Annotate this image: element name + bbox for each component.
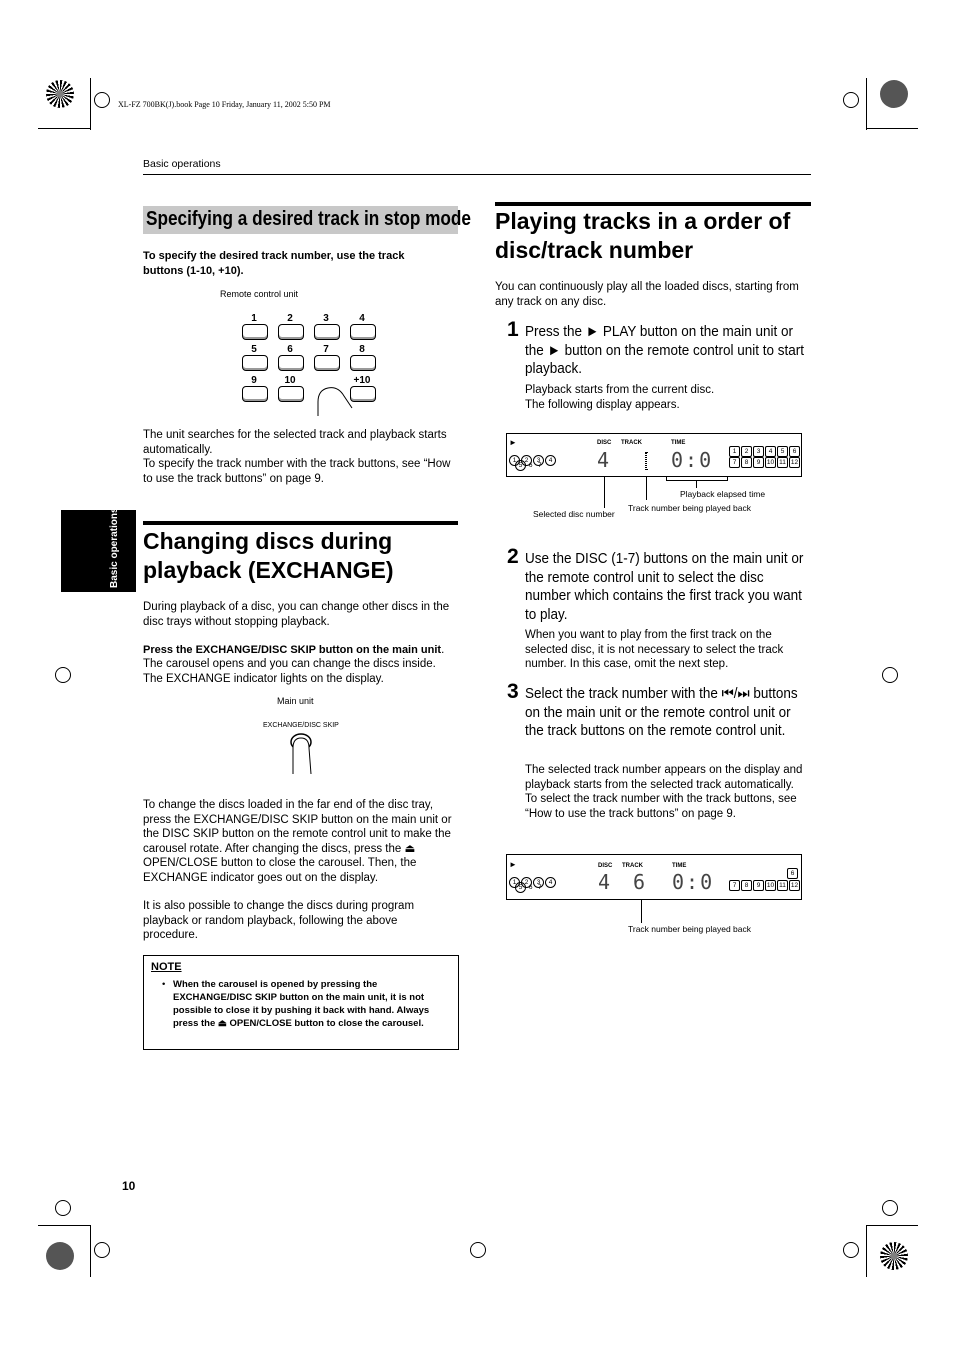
running-header: Basic operations bbox=[143, 158, 221, 170]
time-digits: 0:0 bbox=[671, 448, 714, 472]
right-heading-line2: disc/track number bbox=[495, 237, 694, 263]
label-track: TRACK bbox=[622, 863, 643, 869]
track-indicator: 1 bbox=[729, 446, 740, 457]
track-button-10 bbox=[278, 386, 304, 402]
label-track: TRACK bbox=[621, 440, 642, 446]
crosshair-target bbox=[55, 667, 71, 683]
track-indicator: 3 bbox=[753, 446, 764, 457]
button-label: 6 bbox=[287, 344, 293, 355]
page-number: 10 bbox=[122, 1179, 136, 1193]
lcd-display-2 bbox=[506, 854, 802, 900]
disc-indicator: 5 bbox=[515, 882, 526, 893]
crop-mark bbox=[38, 1225, 90, 1226]
track-button-1 bbox=[242, 324, 268, 340]
track-button-3 bbox=[314, 324, 340, 340]
track-indicator: 7 bbox=[729, 880, 740, 891]
button-label: 10 bbox=[284, 375, 296, 386]
label-time: TIME bbox=[671, 440, 686, 446]
exchange-button-figure bbox=[286, 730, 316, 776]
disc-indicator: 3 bbox=[533, 877, 544, 888]
section1-para1: The unit searches for the selected track and playback starts automatically. bbox=[143, 429, 447, 456]
track-digit: 6 bbox=[633, 870, 646, 894]
right-heading-rule bbox=[495, 202, 811, 206]
track-buttons-figure bbox=[236, 312, 386, 417]
time-digits: 0:0 bbox=[672, 870, 715, 894]
button-label: 2 bbox=[287, 313, 293, 324]
play-indicator: ► bbox=[509, 438, 517, 447]
disc-indicator: 1 bbox=[509, 455, 520, 466]
right-heading-line1: Playing tracks in a order of bbox=[495, 208, 791, 234]
instruction-bold: Press the EXCHANGE/DISC SKIP button on the main unit bbox=[143, 644, 442, 656]
callout-line bbox=[641, 899, 642, 923]
button-label: 4 bbox=[359, 313, 365, 324]
track-indicator: 12 bbox=[790, 882, 799, 889]
crop-mark bbox=[90, 1225, 91, 1277]
disc-indicator: 2 bbox=[521, 455, 532, 466]
crosshair-target bbox=[882, 1200, 898, 1216]
button-label: 1 bbox=[251, 313, 257, 324]
finger-icon bbox=[314, 382, 354, 418]
callout-track-played: Track number being played back bbox=[628, 503, 752, 513]
crop-mark bbox=[866, 128, 918, 129]
track-indicator: 7 bbox=[729, 457, 740, 468]
disc-indicator: 4 bbox=[545, 455, 556, 466]
disc-indicators-row2 bbox=[515, 460, 541, 471]
callout-bracket bbox=[666, 476, 728, 481]
step3-text: Select the track number with the ⏮/⏭ buttons on the main unit or the remote control unit or the track buttons on the remote control unit. bbox=[525, 685, 798, 740]
section-heading-text: Specifying a desired track in stop mode bbox=[146, 208, 471, 230]
track-indicators-bottom bbox=[729, 874, 801, 892]
registration-mark bbox=[46, 1242, 74, 1270]
section2-para3: It is also possible to change the discs during program playback or random playback, following the above procedure. bbox=[143, 900, 415, 942]
disc-indicator: 4 bbox=[545, 877, 556, 888]
track-indicator: 10 bbox=[766, 459, 775, 466]
track-button-2 bbox=[278, 324, 304, 340]
section2-heading bbox=[143, 527, 394, 585]
step1-text: Press the ► PLAY button on the main unit or the ► button on the remote control unit to start playback. bbox=[525, 323, 805, 378]
track-indicator: 8 bbox=[741, 457, 752, 468]
button-label: 9 bbox=[251, 375, 257, 386]
button-label: +10 bbox=[353, 375, 371, 386]
crop-mark bbox=[866, 1225, 867, 1277]
track-indicator: 11 bbox=[777, 880, 788, 891]
track-indicator: 8 bbox=[741, 880, 752, 891]
exchange-button-label: EXCHANGE/DISC SKIP bbox=[263, 722, 339, 729]
crosshair-target bbox=[843, 1242, 859, 1258]
disc-indicator: 5 bbox=[515, 460, 526, 471]
crosshair-target bbox=[94, 92, 110, 108]
note-text: When the carousel is opened by pressing the EXCHANGE/DISC SKIP button on the main unit, it is not possible to close it by pushing it back with hand. Always press the ⏏ OPEN/CLOSE button to close the carousel. bbox=[173, 979, 430, 1029]
registration-mark bbox=[46, 80, 74, 108]
track-button-9 bbox=[242, 386, 268, 402]
label-time: TIME bbox=[672, 863, 687, 869]
crop-mark bbox=[90, 78, 91, 130]
callout-elapsed: Playback elapsed time bbox=[680, 489, 766, 499]
section2-rule bbox=[143, 521, 458, 525]
track-indicator: 12 bbox=[790, 459, 799, 466]
crop-mark bbox=[866, 1225, 918, 1226]
disc-indicator: 2 bbox=[521, 877, 532, 888]
instruction-period: . bbox=[441, 644, 445, 656]
remote-figure-label: Remote control unit bbox=[220, 289, 299, 299]
track-indicator: 2 bbox=[741, 446, 752, 457]
play-indicator: ► bbox=[509, 860, 517, 869]
track-indicator: 9 bbox=[753, 880, 764, 891]
label-disc: DISC bbox=[598, 863, 613, 869]
disc-numbers: 6 7 bbox=[528, 462, 542, 469]
track-indicator: 6 bbox=[787, 868, 798, 879]
section1-para2: To specify the track number with the track buttons, see “How to use the track buttons” on page 9. bbox=[143, 458, 451, 485]
lcd-display-1 bbox=[506, 433, 802, 477]
disc-digit: 4 bbox=[598, 870, 611, 894]
section2-instruction-rest: The carousel opens and you can change the discs inside. The EXCHANGE indicator lights on the display. bbox=[143, 658, 436, 685]
callout-line bbox=[604, 476, 605, 508]
step-number: 2 bbox=[507, 545, 519, 568]
step-number: 1 bbox=[507, 318, 519, 341]
track-button-7 bbox=[314, 355, 340, 371]
step2-detail: When you want to play from the first track on the selected disc, it is not necessary to select the track number. In this case, omit the next step. bbox=[525, 629, 784, 671]
track-indicator: 10 bbox=[766, 882, 775, 889]
crop-mark bbox=[866, 78, 867, 130]
button-label: 8 bbox=[359, 344, 365, 355]
callout-track-played-2: Track number being played back bbox=[628, 924, 752, 934]
track-indicator: 11 bbox=[777, 457, 788, 468]
section-heading-stop-mode bbox=[143, 206, 471, 234]
disc-digit: 4 bbox=[597, 448, 610, 472]
note-box bbox=[143, 955, 459, 1050]
crosshair-target bbox=[843, 92, 859, 108]
step2-text: Use the DISC (1-7) buttons on the main unit or the remote control unit to select the disc number which contains the first track you want to play. bbox=[525, 550, 804, 623]
side-tab-label: Basic operations bbox=[109, 507, 120, 588]
crosshair-target bbox=[882, 667, 898, 683]
step3-detail: The selected track number appears on the display and playback starts from the selected track automatically. To select the track number with the track buttons, see “How to use the track buttons” on page 9. bbox=[525, 764, 803, 820]
main-unit-label: Main unit bbox=[277, 696, 314, 706]
track-indicator: 4 bbox=[765, 446, 776, 457]
crop-mark bbox=[38, 128, 90, 129]
header-rule bbox=[143, 174, 811, 175]
note-bullet: • bbox=[162, 979, 166, 990]
track-indicator: 5 bbox=[777, 446, 788, 457]
note-title: NOTE bbox=[151, 961, 182, 973]
track-indicators-bottom bbox=[729, 451, 801, 469]
crosshair-target bbox=[470, 1242, 486, 1258]
section2-para1: During playback of a disc, you can change other discs in the disc trays without stopping playback. bbox=[143, 601, 450, 628]
section2-heading-line1: Changing discs during bbox=[143, 528, 393, 554]
disc-numbers: 6 7 bbox=[528, 884, 542, 891]
disc-indicator: 3 bbox=[533, 455, 544, 466]
disc-indicators-row2 bbox=[515, 882, 541, 893]
label-disc: DISC bbox=[597, 440, 612, 446]
crosshair-target bbox=[94, 1242, 110, 1258]
print-slug: XL-FZ 700BK(J).book Page 10 Friday, January 11, 2002 5:50 PM bbox=[118, 100, 331, 109]
registration-mark bbox=[880, 80, 908, 108]
section1-intro: To specify the desired track number, use the track buttons (1-10, +10). bbox=[143, 250, 405, 277]
right-intro: You can continuously play all the loaded discs, starting from any track on any disc. bbox=[495, 281, 799, 308]
callout-selected-disc: Selected disc number bbox=[533, 509, 615, 519]
callout-line bbox=[646, 476, 647, 500]
right-heading bbox=[495, 207, 790, 265]
button-label: 3 bbox=[323, 313, 329, 324]
track-indicator: 9 bbox=[753, 457, 764, 468]
side-tab bbox=[61, 507, 136, 592]
registration-mark bbox=[880, 1242, 908, 1270]
track-button-5 bbox=[242, 355, 268, 371]
button-label: 7 bbox=[323, 344, 329, 355]
step-number: 3 bbox=[507, 680, 519, 703]
section2-instruction bbox=[143, 643, 458, 658]
section2-para2: To change the discs loaded in the far end of the disc tray, press the EXCHANGE/DISC SKIP button on the main unit or the DISC SKIP button on the remote control unit to make the carousel rotate. After changing the discs, press the ⏏ OPEN/CLOSE button to close the carousel. Then, the EXCHANGE indicator goes out on the display. bbox=[143, 799, 452, 884]
callout-line bbox=[696, 480, 697, 488]
track-button-8 bbox=[350, 355, 376, 371]
track-button-4 bbox=[350, 324, 376, 340]
section2-heading-line2: playback (EXCHANGE) bbox=[143, 557, 394, 583]
track-digit-segment bbox=[645, 452, 647, 470]
track-indicator: 6 bbox=[789, 446, 800, 457]
step1-detail: Playback starts from the current disc. The following display appears. bbox=[525, 384, 715, 411]
crosshair-target bbox=[55, 1200, 71, 1216]
button-label: 5 bbox=[251, 344, 257, 355]
disc-indicator: 1 bbox=[509, 877, 520, 888]
track-button-6 bbox=[278, 355, 304, 371]
